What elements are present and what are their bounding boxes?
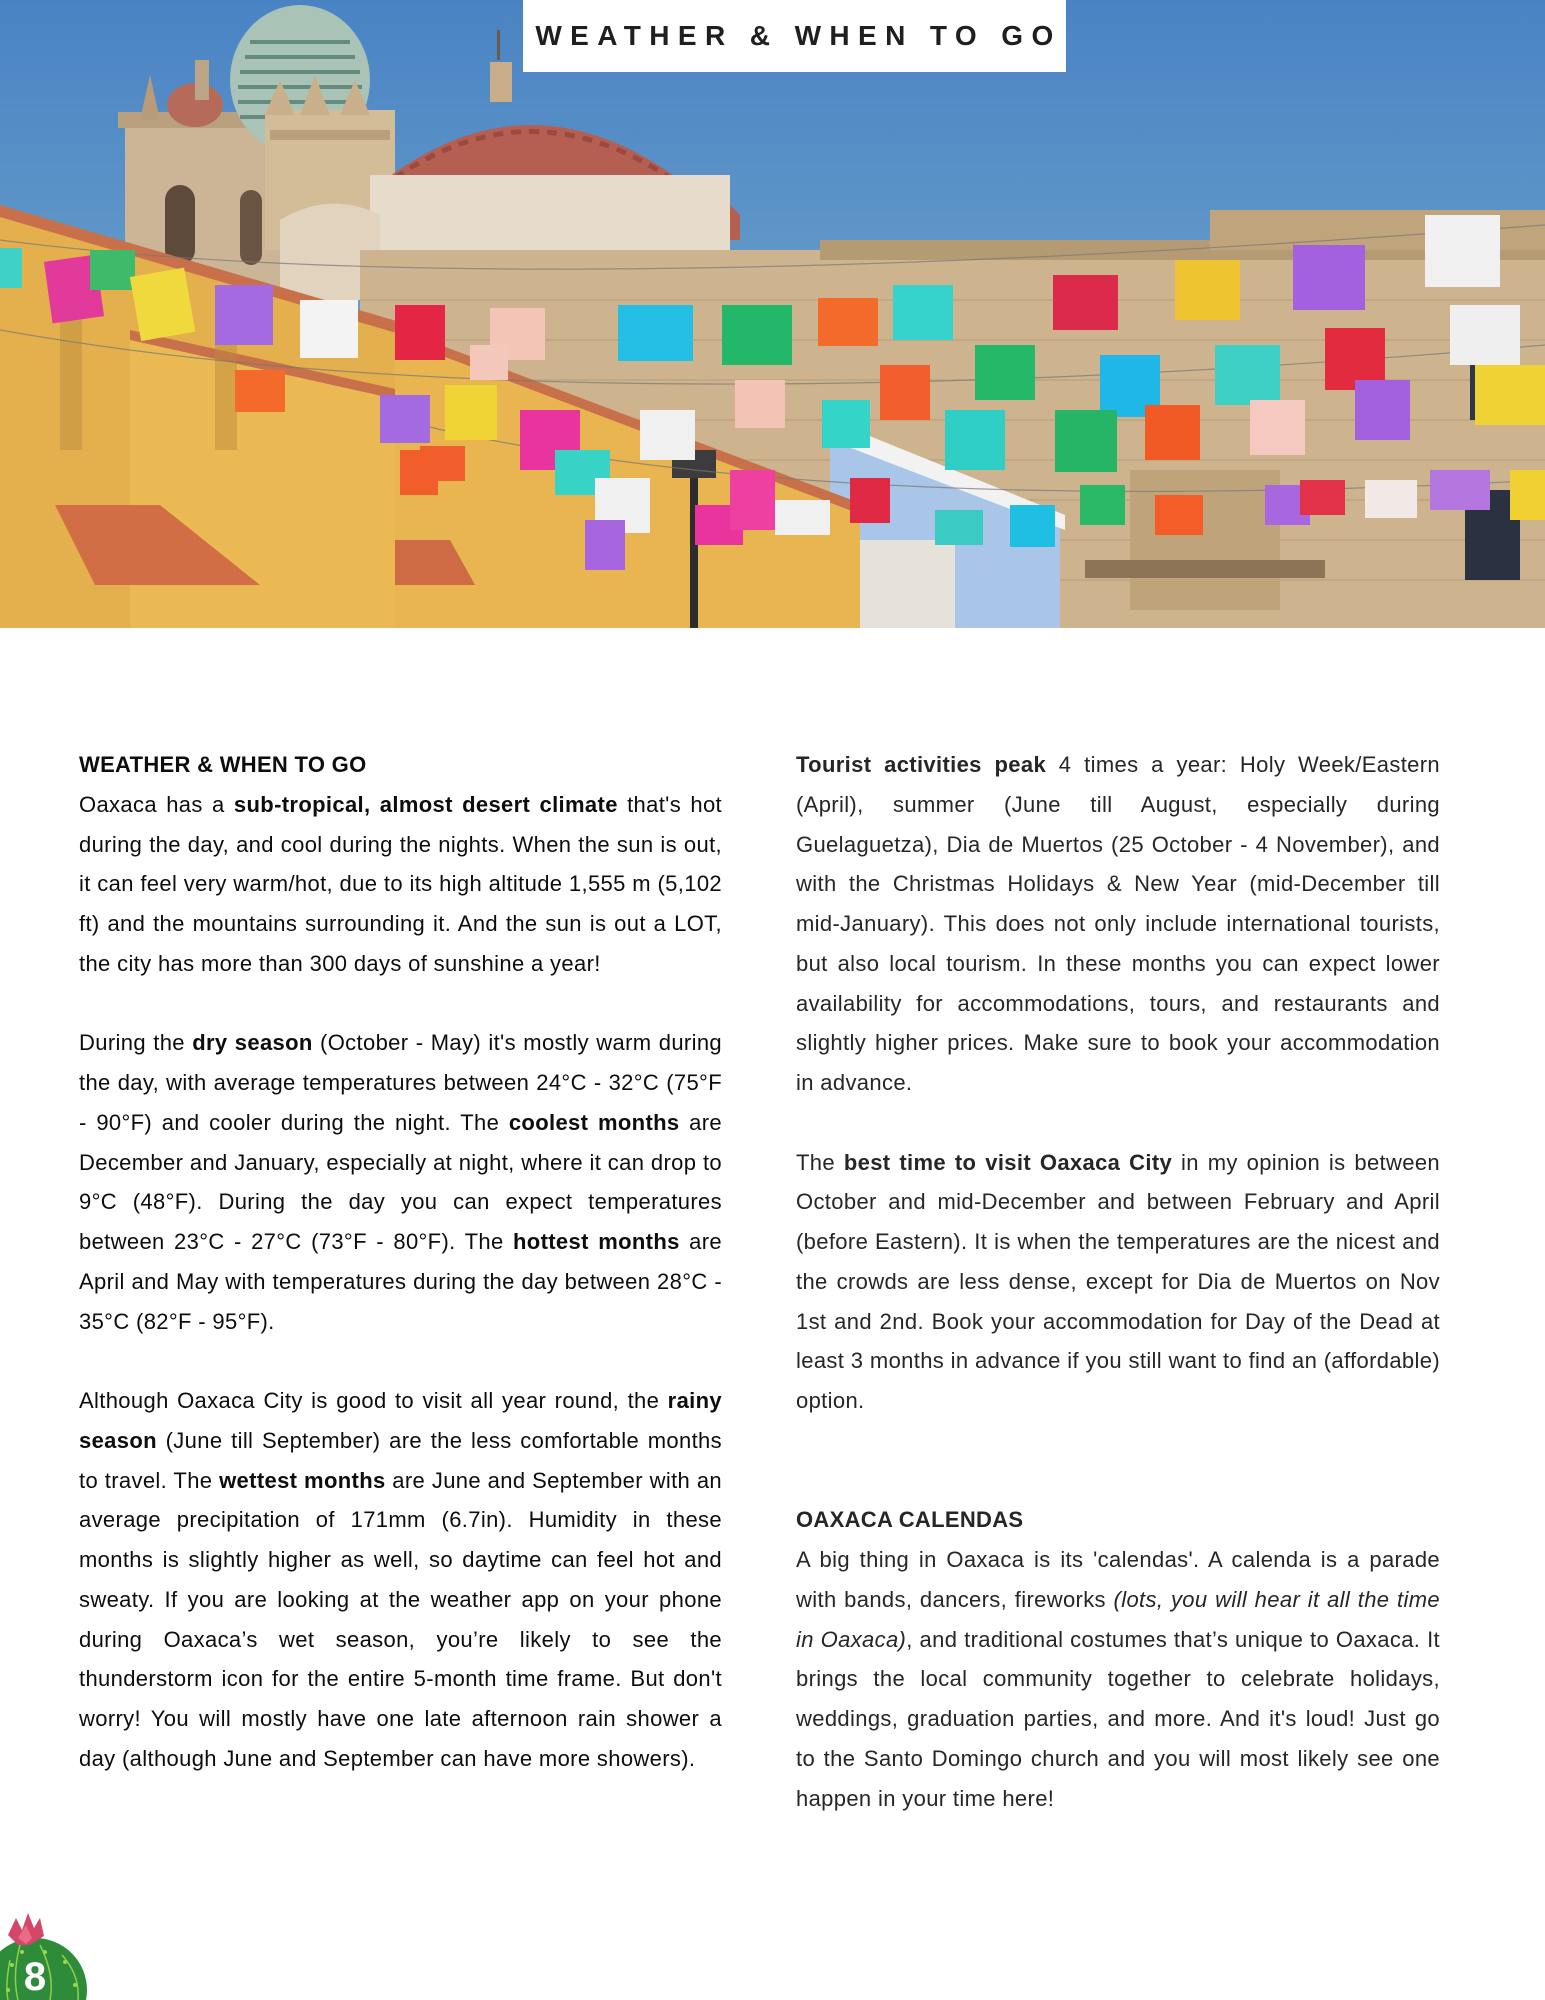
section-gap [796, 1421, 1440, 1501]
section-heading-weather: WEATHER & WHEN TO GO [79, 752, 367, 777]
paragraph-climate: Oaxaca has a sub-tropical, almost desert climate that's hot during the day, and cool during the nights. When the sun is out, it can feel very warm/hot, due to its high altitude 1,555 m (5,102 ft) and the mountains surrounding it. And the sun is out a LOT, the city has more than 300 days of sunshine a year! [79, 791, 722, 976]
hero-photo [0, 0, 1545, 628]
paragraph-gap [79, 984, 722, 1024]
paragraph-gap [79, 1341, 722, 1381]
right-column [796, 745, 1440, 1818]
papel-picado-street-illustration [0, 0, 1545, 628]
paragraph-rainy-season: Although Oaxaca City is good to visit all year round, the rainy season (June till September) are the less comfortable months to travel. The wettest months are June and September with an average precipitation of 171mm (6.7in). Humidity in these months is slightly higher as well, so daytime can feel hot and sweaty. If you are looking at the weather app on your phone during Oaxaca’s wet season, you’re likely to see the thunderstorm icon for the entire 5-month time frame. But don't worry! You will mostly have one late afternoon rain shower a day (although June and September can have more showers). [79, 1388, 722, 1771]
paragraph-calendas: A big thing in Oaxaca is its 'calendas'. A calenda is a parade with bands, dancers, fireworks (lots, you will hear it all the time in Oaxaca), and traditional costumes that’s unique to Oaxaca. It brings the local community together to celebrate holidays, weddings, graduation parties, and more. And it's loud! Just go to the Santo Domingo church and you will most likely see one happen in your time here! [796, 1547, 1441, 1811]
page-title-box [523, 0, 1066, 72]
paragraph-best-time: The best time to visit Oaxaca City in my opinion is between October and mid-December and between February and April (before Eastern). It is when the temperatures are the nicest and the crowds are less dense, except for Dia de Muertos on Nov 1st and 2nd. Book your accommodation for Day of the Dead at least 3 months in advance if you still want to find an (affordable) option. [796, 1149, 1441, 1413]
section-heading-calendas: OAXACA CALENDAS [796, 1507, 1024, 1533]
page-title: WEATHER & WHEN TO GO [535, 20, 1062, 51]
left-column [79, 745, 722, 1779]
page-number: 8 [23, 1955, 47, 1999]
paragraph-gap [796, 1103, 1440, 1143]
paragraph-dry-season: During the dry season (October - May) it's mostly warm during the day, with average temperatures between 24°C - 32°C (75°F - 90°F) and cooler during the night. The coolest months are December and January, especially at night, where it can drop to 9°C (48°F). During the day you can expect temperatures between 23°C - 27°C (73°F - 80°F). The hottest months are April and May with temperatures during the day between 28°C - 35°C (82°F - 95°F). [79, 1030, 722, 1334]
paragraph-tourist-peak: Tourist activities peak 4 times a year: Holy Week/Eastern (April), summer (June till August, especially during Guelaguetza), Dia de Muertos (25 October - 4 November), and with the Christmas Holidays & New Year (mid-December till mid-January). This does not only include international tourists, but also local tourism. In these months you can expect lower availability for accommodations, tours, and restaurants and slightly higher prices. Make sure to book your accommodation in advance. [796, 752, 1440, 1095]
